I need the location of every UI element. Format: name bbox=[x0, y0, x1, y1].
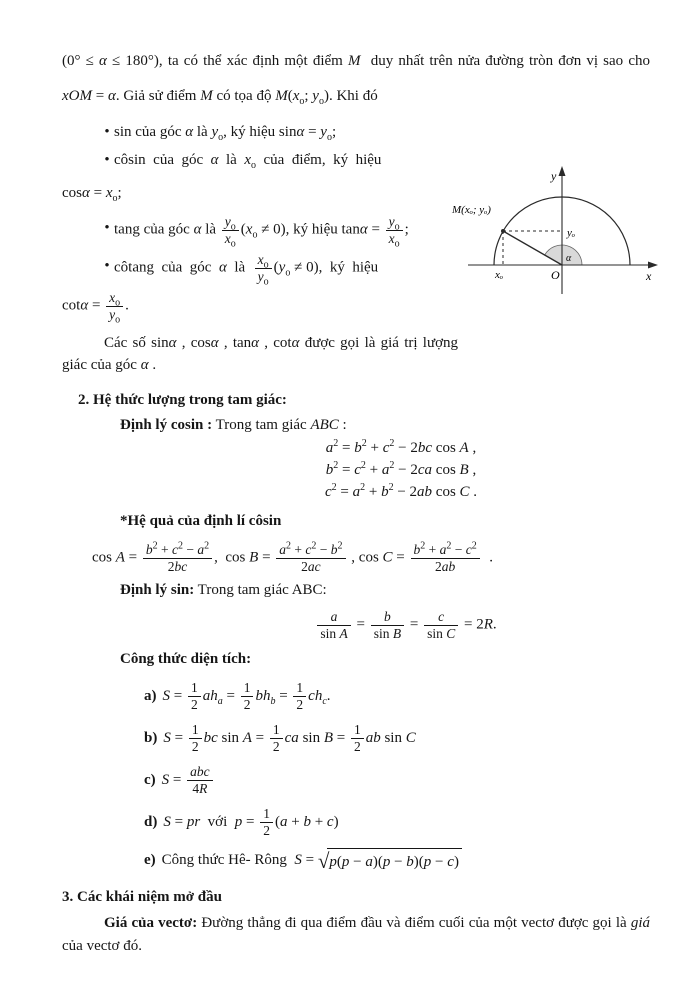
point-M bbox=[501, 229, 505, 233]
bullet-icon: • bbox=[104, 124, 110, 140]
section3-heading: 3. Các khái niệm mở đầu bbox=[62, 889, 222, 906]
area-formulas-heading: Công thức diện tích: bbox=[120, 651, 252, 668]
bullet-cotang bbox=[62, 252, 458, 288]
area-formula-a bbox=[144, 680, 650, 712]
item-d-label: d) bbox=[144, 813, 158, 830]
item-c-label: c) bbox=[144, 771, 156, 788]
bullet-cosin bbox=[62, 146, 458, 174]
item-b-formula: S = $\frac{1}{2}$ bc sin A = $\frac{1}{2}$ ca sin B = $\frac{1}{2}$ ab sin C bbox=[163, 722, 416, 754]
sine-law-label: Định lý sin: bbox=[120, 582, 195, 599]
section2-heading: 2. Hệ thức lượng trong tam giác: bbox=[78, 392, 287, 409]
item-a-label: a) bbox=[144, 687, 157, 704]
bullet-sin bbox=[62, 118, 458, 146]
semicircle-diagram bbox=[450, 158, 682, 300]
item-b-label: b) bbox=[144, 729, 158, 746]
origin-label: O bbox=[551, 268, 560, 282]
x0-label: xₒ bbox=[495, 269, 504, 281]
bullet-cosin-text: côsin của góc α là $x_o$ của điểm, ký hiệu bbox=[114, 152, 382, 171]
x-axis-arrow-icon bbox=[648, 262, 658, 269]
vector-definition-text: Đường thẳng đi qua điểm đầu và điểm cuối của một vectơ được gọi là giá của vectơ đó. bbox=[62, 915, 650, 955]
cosine-eq-3: $c^2 = a^2 + b^2 - 2ab$ cos C . bbox=[324, 482, 478, 501]
sine-law-line bbox=[120, 580, 650, 601]
vector-definition-paragraph bbox=[62, 912, 650, 958]
y-axis-arrow-icon bbox=[559, 166, 566, 176]
cosine-law-label: Định lý cosin : bbox=[120, 417, 213, 434]
area-formula-b bbox=[144, 722, 650, 754]
bullet-cotang-text: côtang của góc α là $\frac{x_o}{y_o}$ $(y_o \ne 0)$, ký hiệu bbox=[114, 252, 379, 288]
x-axis-label: x bbox=[646, 269, 652, 283]
item-e-formula: Công thức Hê- Rông S = √ p(p − a)(p − b)(p − c) bbox=[162, 852, 462, 868]
area-formula-c bbox=[144, 764, 650, 796]
cosine-corollary-formulas: cos A = $\frac{b^2 + c^2 - a^2}{2bc}$ , cos B = $\frac{a^2 + c^2 - b^2}{2ac}$ , cos C = $\frac{b^2 + a^2 - c^2}{2ab}$ . bbox=[92, 540, 494, 574]
angle-sector bbox=[545, 245, 582, 265]
definitions-section bbox=[62, 118, 650, 376]
cosine-corollary-heading: *Hệ quả của định lí côsin bbox=[120, 513, 282, 530]
cosine-law-equations bbox=[152, 438, 650, 503]
area-formula-d bbox=[144, 806, 650, 838]
cosine-eq-2: $b^2 = c^2 + a^2 - 2ca$ cos B , bbox=[325, 460, 477, 479]
bullet-icon: • bbox=[104, 220, 110, 236]
angle-alpha-label: α bbox=[566, 253, 572, 264]
bullet-tang-text: tang của góc α là $\frac{y_o}{x_o}$ $(x_o \ne 0)$, ký hiệu tanα = $\frac{y_o}{x_o}$ ; bbox=[114, 214, 409, 250]
trig-values-summary: Các số sinα , cosα , tanα , cotα được gọi là giá trị lượng giác của góc α . bbox=[62, 335, 459, 374]
unit-semicircle-figure bbox=[450, 158, 682, 300]
intro-paragraph: (0° ≤ α ≤ 180°), ta có thể xác định một điểm M duy nhất trên nửa đường tròn đơn vị sao cho xOM = α. Giả sử điểm M có tọa độ $M(x_o$; $y_o$). Khi đó bbox=[62, 53, 650, 107]
item-d-formula: S = pr với p = $\frac{1}{2}$ (a + b + c) bbox=[163, 806, 339, 838]
bullet-icon: • bbox=[104, 258, 110, 275]
item-c-formula: S = abc 4R bbox=[162, 772, 215, 788]
bullet-icon: • bbox=[104, 152, 110, 168]
cosine-law-line bbox=[120, 415, 650, 436]
item-a-formula: S = $\frac{1}{2}$ $ah_a$ = $\frac{1}{2}$ $bh_b$ = $\frac{1}{2}$ $ch_c$. bbox=[162, 680, 331, 712]
item-e-label: e) bbox=[144, 852, 156, 869]
y0-label: yₒ bbox=[567, 227, 576, 239]
cos-continuation: $\cos\alpha = x_o$; bbox=[62, 185, 122, 204]
point-M-label: M(xₒ; yₒ) bbox=[452, 204, 491, 216]
definitions-column bbox=[62, 118, 458, 376]
cot-continuation: cotα = $\frac{x_o}{y_o}$ . bbox=[62, 290, 129, 326]
sine-law-text: Trong tam giác ABC: bbox=[194, 582, 327, 599]
cosine-eq-1: $a^2 = b^2 + c^2 - 2bc$ cos A , bbox=[325, 438, 477, 457]
cosine-law-text: Trong tam giác ABC : bbox=[212, 417, 347, 434]
bullet-sin-text: sin của góc α là $y_o$, ký hiệu $\sin\alpha = y_o$; bbox=[114, 124, 337, 143]
y-axis-label: y bbox=[551, 169, 557, 183]
bullet-tang bbox=[62, 214, 458, 250]
vector-term-label: Giá của vectơ: bbox=[104, 915, 198, 932]
sine-law-equation: $\frac{a}{\text{sin A}}$ = $\frac{b}{\text{sin B}}$ = $\frac{c}{\text{sin C}}$ = 2R. bbox=[162, 609, 650, 641]
area-formula-e bbox=[144, 848, 650, 873]
